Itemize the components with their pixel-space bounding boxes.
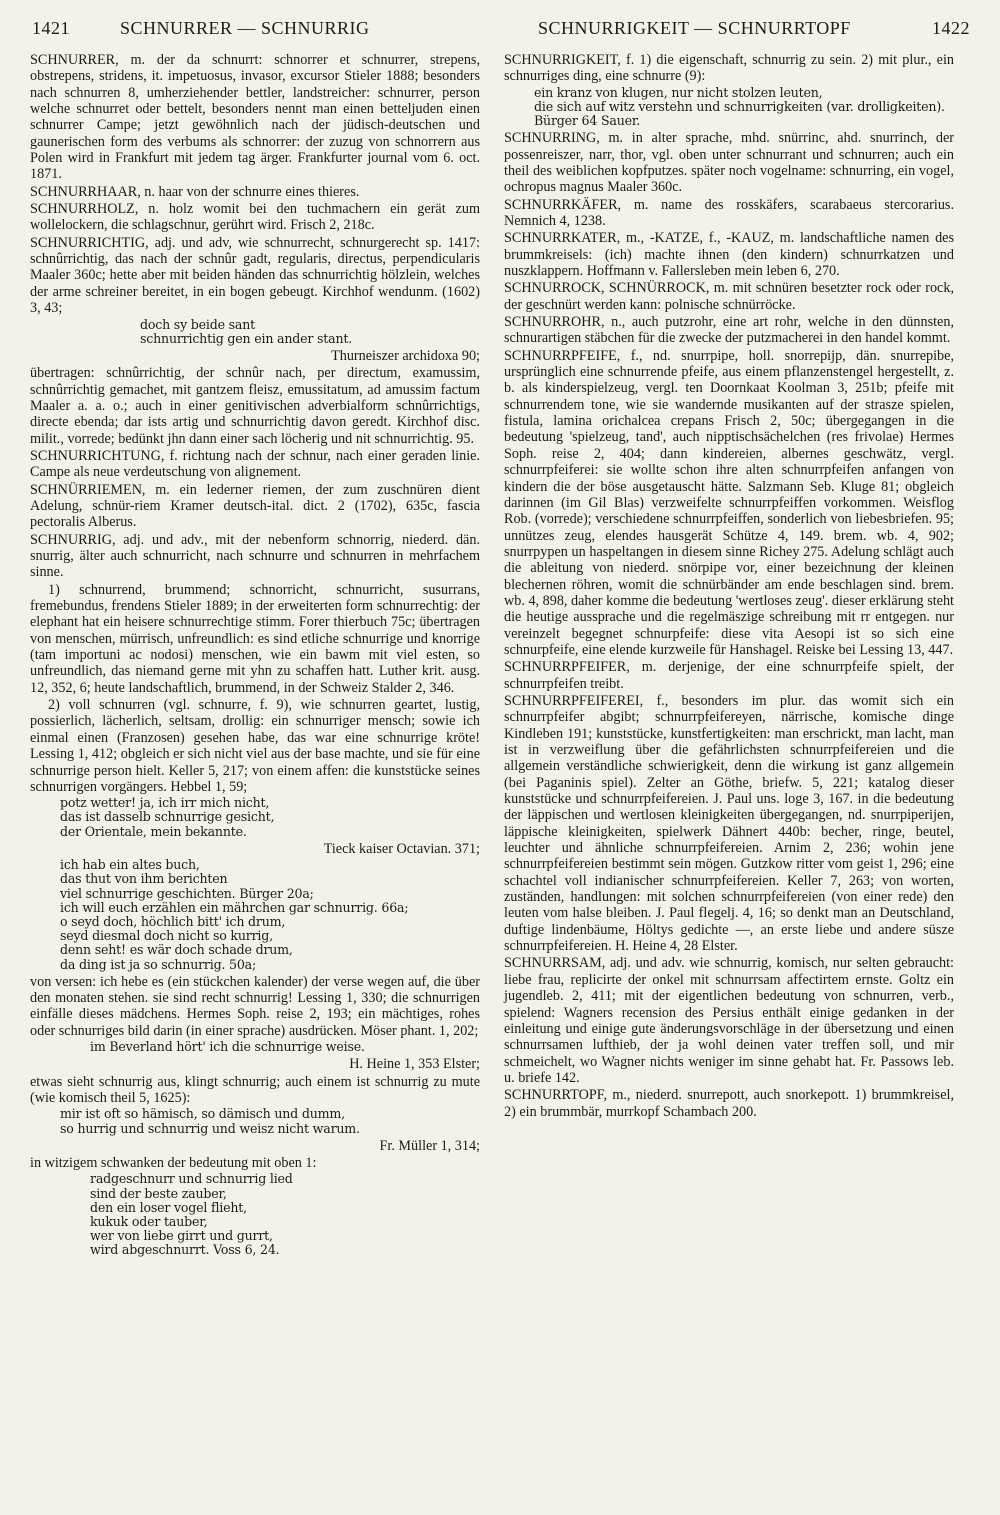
verse-quote: ein kranz von klugen, nur nicht stolzen leuten, die sich auf witz verstehn und schnurrigkeiten (var. drolligkeiten). Bürger 64 Sauer. xyxy=(534,84,945,129)
dictionary-entry: SCHNÜRRIEMEN, m. ein lederner riemen, der zum zuschnüren dient Adelung, schnür-riem Kramer deutsch-ital. dict. 2 (1702), 635c, fascia pectoralis Alberus. xyxy=(30,481,480,531)
dictionary-entry: SCHNURRING, m. in alter sprache, mhd. snürrinc, ahd. snurrinch, der possenreiszer, narr, thor, vgl. oben unter schnurrant und schnurren; auch ein theil des weiblichen kopfputzes. später noch vogelname: schnurring, ein vogel, ochropus magnus Maaler 360c. xyxy=(504,130,954,196)
dictionary-entry: SCHNURRICHTUNG, f. richtung nach der schnur, nach einer geraden linie. Campe als neue verdeutschung von alignement. xyxy=(30,447,480,481)
dictionary-entry: SCHNURRPFEIFEREI, f., besonders im plur. das womit sich ein schnurrpfeifer abgibt; schnurrpfeifereyen, närrische, komische dinge Kindleben 191; kunststücke, kunstfertigkeiten: man erschrickt, man lacht, man ist in verzweiflung über die gefährlichsten schnurrpfeifereien und die allgemein verständliche schwierigkeit, denn die wirkung ist ganz allgemein (bei Paganinis spiel). Zelter an Göthe, briefw. 5, 221; katalog dieser kunststücke und schnurrpfeifereien. J. Paul uns. loge 3, 167. in die bedeutung der läppischen und wertlosen kleinigkeiten übergegangen, nd. snurrpiperijen, läppische kleinigkeiten, spielwerk Dähnert 440b: becher, ringe, beutel, leuchter und ähnliche schnurrpfeifereien. Arnim 2, 236; wohin jene schnurrpfeifereien bestimmt sein mögen. Gutzkow ritter vom geist 1, 296; eine schachtel voll indianischer schnurrpfeifereien. Keller 7, 263; von worten, zuständen, handlungen: mit solchen schnurrpfeifereien (von einer rede) den leuten vom halse bleiben. J. Paul flegelj. 4, 16; so denkt man an Deutschland, duftige lindenbäume, Höltys gedichte —, an erste liebe und andere süsze schnurrpfeifereien. H. Heine 4, 28 Elster. xyxy=(504,692,954,955)
page-header xyxy=(28,14,974,48)
right-page-number: 1422 xyxy=(932,18,970,38)
dictionary-entry: SCHNURRIG, adj. und adv., mit der nebenform schnorrig, niederd. dän. snurrig, älter auch schnurricht, nach schnurre und schnurren in mehrfachem sinne. xyxy=(30,531,480,581)
entry-paragraph: 2) voll schnurren (vgl. schnurre, f. 9), wie schnurren geartet, lustig, possierlich, lächerlich, seltsam, drollig: ein schnurriger mensch; sowie ich einmal einen (Franzosen) gesehen habe, das war eine schnurrige kröte! Lessing 1, 412; obgleich er sich nicht viel aus der base machte, und sie für eine schnurrige person hielt. Keller 5, 217; von einem affen: die kunststücke seines schnurrigen vorgängers. Hebbel 1, 59; xyxy=(30,697,480,795)
dictionary-entry: SCHNURRHOLZ, n. holz womit bei den tuchmachern ein gerät zum wollelockern, die schlagschnur, gerührt wird. Frisch 2, 218c. xyxy=(30,201,480,234)
dictionary-entry: SCHNURRTOPF, m., niederd. snurrepott, auch snorkepott. 1) brummkreisel, 2) ein brummbär, murrkopf Schambach 200. xyxy=(504,1087,954,1120)
dictionary-entry: SCHNURRPFEIFE, f., nd. snurrpipe, holl. snorrepijp, dän. snurrepibe, ursprünglich eine schnurrende pfeife, aus einem pflanzenstengel hergestellt, z. b. als kinderspielzeug, vergl. ten Doornkaat Koolman 3, 251b; pfeife mit schnurrendem tone, wie sie wandernde musikanten auf der strasze spielen, fistula, lamina orichalcea crepans Frisch 2, 50c; übergegangen in die bedeutung 'spielzeug, tand', auch nipptischsächelchen (res frivolae) Hermes Soph. reise 2, 404; dann kindereien, albernes geschwätz, vergl. schnurrpfeiferei: sie wollte schon ihre alten schnurrpfeifen anfangen von kindern die der böse ausgetauscht hätte. Salzmann Seb. Kluge 81; obgleich darinnen (im Gil Blas) verzweifelte schnurrpfeiffen vorkommen. Weisflog Rob. (vorrede); verschiedene schnurrpfeiffen, sonderlich von liebesbriefen. 95; unnützes zeug, elendes hausgerät Schütze 4, 149. brem. wb. 4, 902; snurrpypen un haspeltangen in diesem sinne Richey 275. Adelung schlägt auch die ableitung von niederd. snörpipe vor, einer bezeichnung der kleinen blechernen röhren, womit die schnürbänder am ende beschlagen sind. brem. wb. 4, 898, daher komme die bedeutung 'wertloses zeug'. dieser erklärung steht die heutige aussprache und die regelmäszige schreibung mit rr entgegen. nur vereinzelt begegnet schnurpfeife: diese vita Aesopi ist so sich eine schnurpfeife, eine elende kurzweile für Hanshagel. Reiske bei Lessing 13, 447. xyxy=(504,347,954,658)
dictionary-entry: SCHNURRKÄFER, m. name des rosskäfers, scarabaeus stercorarius. Nemnich 4, 1238. xyxy=(504,196,954,230)
entry-paragraph: von versen: ich hebe es (ein stückchen kalender) der verse wegen auf, die über den monaten stehen. sie sind recht schnurrig! Lessing 1, 330; die schnurrigen einfälle dieses mädchens. Hermes Soph. reise 2, 193; ein mächtiges, rohes oder schnurriges bild darin (in einer sprache) ausdrücken. Möser phant. 1, 202; xyxy=(30,973,480,1039)
dictionary-entry: SCHNURROCK, SCHNÜRROCK, m. mit schnüren besetzter rock oder rock, der geschnürt werden kann: polnische schnürröcke. xyxy=(504,280,954,313)
verse-quote: ich hab ein altes buch, das thut von ihm berichten viel schnurrige geschichten. Bürger 20a; ich will euch erzählen ein mährchen gar schnurrig. 66a; o seyd doch, höchlich bitt' ich drum, seyd diesmal doch nicht so kurrig, denn seht! es wär doch schade drum, da ding ist ja so schnurrig. 50a; xyxy=(60,857,409,972)
dictionary-page xyxy=(28,14,974,1504)
entry-paragraph: übertragen: schnûrrichtig, der schnûr nach, per directum, examussim, schnûrrichtig gemachet, mit gantzem fleisz, emussitatum, ad amussim factum Maaler a. a. o.; auch in einer genitivischen adverbialform schnûrrichtigs, directe ebenda; dar ists artig und schnurrichtig davon geredt. Kirchhof disc. milit., vorrede; bedünkt jhn dann einer sach löcherig und nit schnurrichtig. 95. xyxy=(30,365,480,447)
right-column xyxy=(504,52,954,1121)
source-citation: Tieck kaiser Octavian. 371; xyxy=(323,840,480,857)
verse-quote: doch sy beide sant schnurrichtig gen ein ander stant. xyxy=(140,316,353,346)
dictionary-entry: SCHNURRKATER, m., -KATZE, f., -KAUZ, m. landschaftliche namen des brummkreisels: (ich) machte ihnen (den kindern) schnurrkatzen und nuszklappern. Hoffmann v. Fallersleben mein leben 6, 270. xyxy=(504,230,954,280)
dictionary-entry: SCHNURRPFEIFER, m. derjenige, der eine schnurrpfeife spielt, der schnurrpfeifen treibt. xyxy=(504,659,954,692)
dictionary-entry: SCHNURRHAAR, n. haar von der schnurre eines thieres. xyxy=(30,183,360,200)
verse-quote: mir ist oft so hämisch, so dämisch und dumm, so hurrig und schnurrig und weisz nicht warum. xyxy=(60,1106,360,1136)
left-running-head: SCHNURRER — SCHNURRIG xyxy=(120,18,370,38)
source-citation: H. Heine 1, 353 Elster; xyxy=(349,1056,480,1073)
source-citation: Thurneiszer archidoxa 90; xyxy=(331,347,480,364)
verse-quote: im Beverland hört' ich die schnurrige weise. xyxy=(90,1039,365,1055)
verse-quote: potz wetter! ja, ich irr mich nicht, das ist dasselb schnurrige gesicht, der Orientale, mein bekannte. xyxy=(60,795,275,839)
dictionary-entry: SCHNURROHR, n., auch putzrohr, eine art rohr, welche in den dünnsten, schnurartigen stäbchen für die zwecke der putzmacherei in den handel kommt. xyxy=(504,314,954,347)
entry-paragraph: etwas sieht schnurrig aus, klingt schnurrig; auch einem ist schnurrig zu mute (wie komisch theil 5, 1625): xyxy=(30,1073,480,1107)
dictionary-entry: SCHNURRIGKEIT, f. 1) die eigenschaft, schnurrig zu sein. 2) mit plur., ein schnurriges ding, eine schnurre (9): xyxy=(504,52,954,85)
dictionary-entry: SCHNURRICHTIG, adj. und adv, wie schnurrecht, schnurgerecht sp. 1417: schnûrrichtig, das nach der schnûr gadt, regularis, directus, perpendicularis Maaler 360c; hette aber mit beiden händen das schnurrichtig hölzlein, welches der arme schreiner bereitet, in ein bogen gebeugt. Kirchhof wendunm. (1602) 3, 43; xyxy=(30,234,480,317)
entry-paragraph: in witzigem schwanken der bedeutung mit oben 1: xyxy=(30,1155,317,1172)
left-page-number: 1421 xyxy=(32,18,70,38)
entry-paragraph: 1) schnurrend, brummend; schnorricht, schnurricht, susurrans, fremebundus, frendens Stieler 1889; in der erweiterten form schnurrechtig: der elephant hat ein heisere schnurrechtige stimm. Forer thierbuch 75c; übertragen von menschen, mürrisch, unfreundlich: es sind etliche schnurrige und knorrige (tam importuni ac nodosi) menschen, wie ein bawm mit viel esten, so unfreundlich, das niemand gerne mit yhn zu schaffen hatt. Luther krit. ausg. 12, 352, 6; heute landschaftlich, brummend, in der Schweiz Stalder 2, 346. xyxy=(30,581,480,696)
verse-quote: radgeschnurr und schnurrig lied sind der beste zauber, den ein loser vogel flieht, kukuk oder tauber, wer von liebe girrt und gurrt, wird abgeschnurrt. Voss 6, 24. xyxy=(90,1171,293,1258)
dictionary-entry: SCHNURRSAM, adj. und adv. wie schnurrig, komisch, nur selten gebraucht: liebe frau, replicirte der onkel mit schnurrsam affectirtem ernste. Goltz ein jugendleb. 2, 411; mit der eigentlichen bedeutung von schnurren, verb., spielend: Wagners recension des Persius enthält einige gedanken in der einleitung und einige gute änderungsvorschläge in der übersetzung und einen schnurrsamen lufthieb, der ja wohl deinen vater treffen soll, und mir schmeichelt, wo Wagner nichts weniger im sinne gehabt hat. Fr. Passows leb. u. briefe 142. xyxy=(504,955,954,1086)
left-column xyxy=(30,52,480,1260)
right-running-head: SCHNURRIGKEIT — SCHNURRTOPF xyxy=(538,18,851,38)
source-citation: Fr. Müller 1, 314; xyxy=(379,1137,480,1154)
dictionary-entry: SCHNURRER, m. der da schnurrt: schnorrer et schnurrer, strepens, obstrepens, stridens, it. impetuosus, invasor, excursor Stieler 1888; besonders nach schnurren 8, umherziehender bettler, landstreicher: schnurrer, person welche schnurret oder bettelt, besonders nennt man einen betteljuden einen schnurrer Campe; jetzt gewöhnlich nach der jüdisch-deutschen und gaunerischen form des verbums als schnorrer: der zuzug von schnorrern aus Polen wird in Frankfurt mit jedem tag ärger. Frankfurter journal vom 6. oct. 1871. xyxy=(30,52,480,183)
